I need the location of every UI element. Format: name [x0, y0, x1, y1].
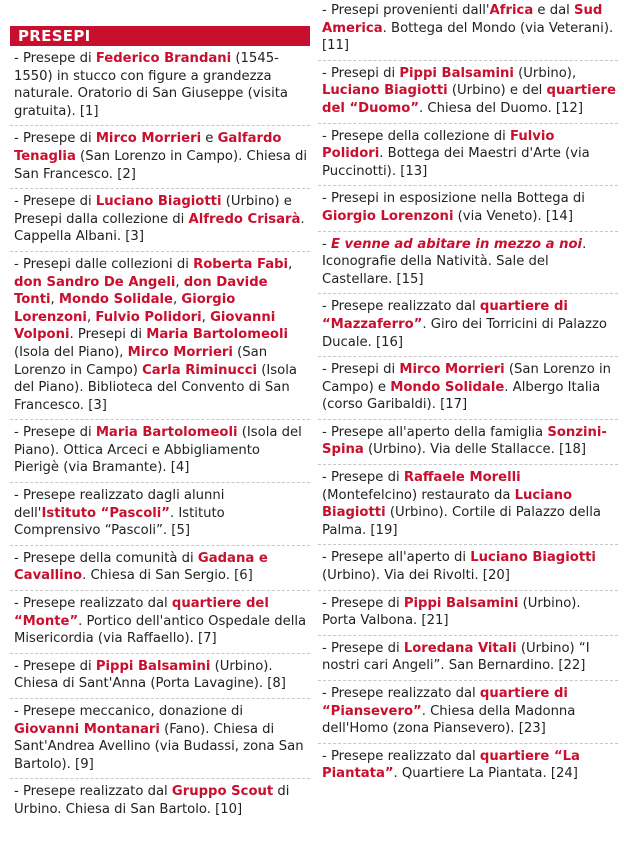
highlighted-name: Sud America [322, 3, 603, 36]
entry-text: . Cappella Albani. [3] [14, 211, 305, 245]
highlighted-name: Giovanni Montanari [14, 721, 160, 737]
list-item [318, 294, 618, 357]
highlighted-name: Gruppo Scout [171, 784, 274, 800]
entry-text: (Isola del Piano). Biblioteca del Convento di San Francesco. [3] [14, 362, 297, 413]
highlighted-name: Maria Bartolomeoli [95, 425, 238, 441]
entry-text: - Presepe della comunità di [14, 550, 198, 566]
entry-text: . Presepi di [69, 327, 147, 343]
entry-text: (1545-1550) in stucco con figure a grandezza naturale. Oratorio di San Giuseppe (visita gratuita). [1] [14, 51, 289, 119]
list-item [318, 744, 618, 788]
list-item [318, 465, 618, 545]
list-item [318, 124, 618, 187]
highlighted-name: Roberta Fabi [193, 256, 289, 272]
highlighted-name: quartiere di “Piansevero” [322, 686, 568, 719]
highlighted-name: Mirco Morrieri [399, 362, 505, 378]
list-item [318, 681, 618, 744]
entry-text: (Urbino). Via dei Rivolti. [20] [322, 568, 510, 584]
highlighted-name: don Sandro De Angeli [14, 274, 176, 290]
list-item [10, 420, 310, 483]
entry-text: - Presepe realizzato dal [14, 784, 172, 800]
highlighted-name: Pippi Balsamini [403, 595, 519, 611]
entry-text: . Albergo Italia (corso Garibaldi). [17] [322, 379, 601, 413]
entry-text: . Bottega dei Maestri d'Arte (via Puccinotti). [13] [322, 146, 590, 179]
entry-text: - Presepe di [322, 595, 404, 611]
highlighted-name: Mirco Morrieri [127, 344, 233, 360]
right-column [318, 0, 618, 788]
entry-text: (Urbino). Porta Valbona. [21] [322, 595, 581, 629]
entry-text: (Fano). Chiesa di Sant'Andrea Avellino (via Budassi, zona San Bartolo). [9] [14, 721, 304, 772]
list-item [318, 0, 618, 61]
highlighted-name: Luciano Biagiotti [322, 487, 573, 521]
entry-text: . Iconografie della Natività. Sale del Castellare. [15] [322, 236, 587, 287]
right-entry-list [318, 0, 618, 788]
left-entry-list [10, 46, 310, 824]
entry-text: . Bottega del Mondo (via Veterani). [11] [322, 20, 614, 54]
list-item [10, 126, 310, 189]
entry-text: , [172, 292, 182, 308]
highlighted-name: Fulvio Polidori [322, 128, 555, 162]
highlighted-name: Federico Brandani [95, 51, 232, 66]
entry-text: - Presepe realizzato dal [322, 748, 480, 764]
highlighted-name: Pippi Balsamini [399, 65, 514, 81]
list-item [10, 252, 310, 420]
highlighted-name: quartiere del “Monte” [14, 596, 269, 629]
entry-text: , [175, 274, 184, 290]
entry-text: - Presepi in esposizione nella Bottega di [322, 191, 585, 207]
highlighted-name: Gadana e Cavallino [14, 550, 268, 584]
highlighted-name: quartiere “La Piantata” [322, 748, 580, 782]
highlighted-name: Mirco Morrieri [95, 131, 202, 147]
entry-text: . Quartiere La Piantata. [24] [393, 766, 578, 782]
entry-text: (via Veneto). [14] [453, 208, 573, 224]
list-item [10, 46, 310, 126]
list-item [10, 591, 310, 654]
entry-text: (San Lorenzo in Campo) [14, 344, 268, 378]
list-item [318, 545, 618, 590]
entry-text: - [322, 236, 331, 252]
highlighted-name: Maria Bartolomeoli [146, 327, 289, 343]
entry-text: di Urbino. Chiesa di San Bartolo. [10] [14, 784, 290, 817]
entry-text: - Presepe di [14, 51, 96, 66]
entry-text: , [50, 292, 59, 308]
entry-text: - Presepe realizzato dagli alunni dell' [14, 488, 225, 521]
list-item [318, 420, 618, 465]
entry-text: (San Lorenzo in Campo). Chiesa di San Francesco. [2] [14, 148, 308, 182]
highlighted-name: Africa [489, 3, 534, 18]
list-item [318, 232, 618, 295]
entry-text: - Presepi provenienti dall' [322, 3, 490, 18]
highlighted-name: Fulvio Polidori [95, 309, 202, 325]
highlighted-name: Mondo Solidale [390, 379, 505, 395]
entry-text: . Chiesa di San Sergio. [6] [82, 568, 253, 584]
highlighted-name: Istituto “Pascoli” [41, 505, 170, 521]
list-item [10, 546, 310, 591]
list-item [10, 779, 310, 823]
list-item [318, 186, 618, 231]
list-item [10, 699, 310, 779]
entry-text: - Presepe di [14, 425, 96, 441]
highlighted-name: Pippi Balsamini [95, 658, 211, 674]
entry-text: , [86, 309, 96, 325]
entry-text: (Urbino) e del [447, 83, 547, 99]
highlighted-name: Carla Riminucci [142, 362, 258, 378]
highlighted-name: Sonzini-Spina [322, 424, 607, 458]
highlighted-name: quartiere di “Mazzaferro” [322, 299, 568, 332]
highlighted-name: Giorgio Lorenzoni [322, 208, 454, 224]
entry-text: - Presepe realizzato dal [322, 686, 480, 701]
entry-text: . Istituto Comprensivo “Pascoli”. [5] [14, 505, 225, 539]
entry-text: - Presepe realizzato dal [322, 299, 480, 315]
highlighted-name: Luciano Biagiotti [95, 194, 222, 210]
highlighted-name: Loredana Vitali [403, 640, 517, 656]
list-item [10, 654, 310, 699]
entry-text: - Presepe di [322, 470, 404, 486]
entry-text: - Presepe di [14, 194, 96, 210]
entry-text: (Urbino). Chiesa di Sant'Anna (Porta Lavagine). [8] [14, 658, 286, 692]
entry-text: , [201, 309, 211, 325]
entry-text: . Chiesa del Duomo. [12] [419, 100, 583, 116]
entry-text: (Urbino), [513, 65, 577, 81]
highlighted-name: E venne ad abitare in mezzo a noi [330, 236, 583, 252]
highlighted-name: Mondo Solidale [58, 292, 173, 308]
list-item [318, 61, 618, 124]
entry-text: . Giro dei Torricini di Palazzo Ducale. [16] [322, 316, 607, 350]
entry-text: - Presepe della collezione di [322, 128, 510, 144]
entry-text: (Isola del Piano). Ottica Arceci e Abbigliamento Pierigè (via Bramante). [4] [14, 425, 302, 476]
entry-text: - Presepe di [322, 640, 404, 656]
highlighted-name: Giorgio Lorenzoni [14, 292, 236, 325]
highlighted-name: don Davide Tonti [14, 274, 268, 308]
list-item [318, 357, 618, 420]
entry-text: - Presepe all'aperto della famiglia [322, 424, 548, 440]
entry-text: (Montefelcino) restaurato da [322, 487, 515, 503]
entry-text: . Chiesa della Madonna dell'Homo (zona Piansevero). [23] [322, 703, 576, 737]
entry-text: - Presepi di [322, 362, 400, 378]
entry-text: (Urbino). Via delle Stallacce. [18] [363, 442, 587, 458]
highlighted-name: Galfardo Tenaglia [14, 131, 282, 164]
entry-text: - Presepe di [14, 131, 96, 147]
list-item [318, 591, 618, 636]
left-column [10, 0, 310, 824]
highlighted-name: Giovanni Volponi [14, 309, 276, 343]
entry-text: - Presepe meccanico, donazione di [14, 704, 244, 719]
entry-text: (Urbino) e Presepi dalla collezione di [14, 194, 292, 227]
entry-text: (Urbino) “I nostri cari Angeli”. San Bernardino. [22] [322, 640, 590, 674]
highlighted-name: Alfredo Crisarà [188, 211, 301, 227]
entry-text: , [288, 256, 293, 272]
entry-text: - Presepe realizzato dal [14, 596, 172, 612]
entry-text: - Presepi dalle collezioni di [14, 256, 194, 272]
highlighted-name: Luciano Biagiotti [322, 83, 448, 99]
entry-text: (San Lorenzo in Campo) e [322, 362, 611, 395]
highlighted-name: quartiere del “Duomo” [322, 83, 616, 116]
entry-text: . Portico dell'antico Ospedale della Misericordia (via Raffaello). [7] [14, 613, 307, 647]
entry-text: (Isola del Piano), [14, 344, 128, 360]
highlighted-name: Raffaele Morelli [403, 470, 521, 486]
list-item [318, 636, 618, 681]
highlighted-name: Luciano Biagiotti [470, 550, 596, 566]
entry-text: - Presepe all'aperto di [322, 550, 471, 566]
entry-text: - Presepe di [14, 658, 96, 674]
section-header: PRESEPI [10, 26, 310, 46]
entry-text: e [201, 131, 218, 147]
entry-text: (Urbino). Cortile di Palazzo della Palma. [19] [322, 505, 601, 538]
entry-text: - Presepi di [322, 65, 400, 81]
list-item [10, 483, 310, 546]
entry-text: e dal [533, 3, 575, 18]
list-item [10, 189, 310, 252]
